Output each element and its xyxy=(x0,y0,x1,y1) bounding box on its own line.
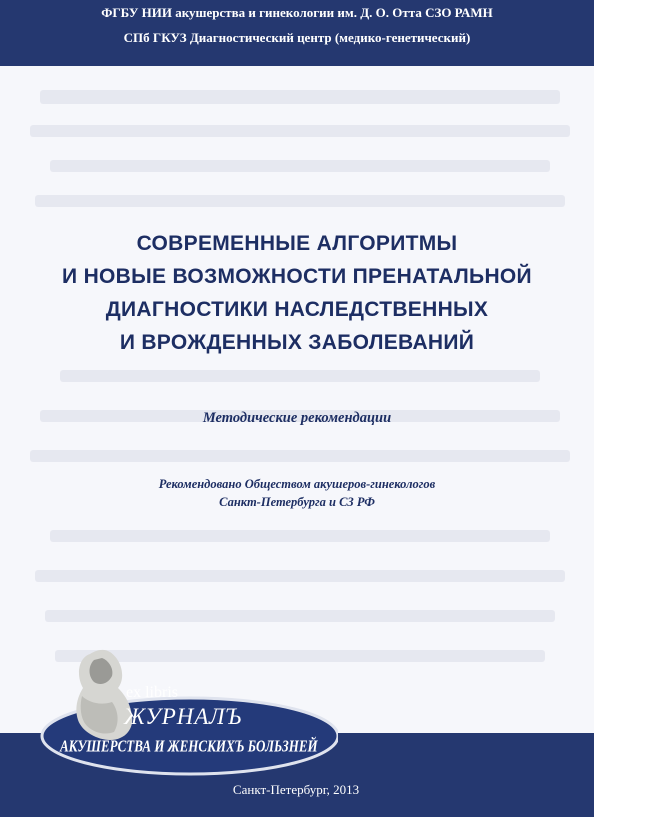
publication-place-year: Санкт-Петербург, 2013 xyxy=(232,782,360,797)
ex-libris-text: ex libris xyxy=(126,684,178,701)
ex-libris-logo xyxy=(38,636,338,776)
header-band xyxy=(0,0,594,66)
journal-name: ЖУРНАЛЪ xyxy=(124,704,243,729)
title-line-2: И НОВЫЕ ВОЗМОЖНОСТИ ПРЕНАТАЛЬНОЙ xyxy=(62,265,532,288)
title-line-4: И ВРОЖДЕННЫХ ЗАБОЛЕВАНИЙ xyxy=(119,331,475,354)
background-text-watermark xyxy=(20,70,590,730)
recommended-line-2: Санкт-Петербурга и СЗ РФ xyxy=(219,495,375,509)
subtitle: Методические рекомендации xyxy=(202,410,392,426)
institution-line-1: ФГБУ НИИ акушерства и гинекологии им. Д. О. Отта СЗО РАМН xyxy=(101,5,493,20)
journal-subtitle: АКУШЕРСТВА И ЖЕНСКИХЪ БОЛЬЗНЕЙ xyxy=(60,736,318,756)
institution-line-2: СПб ГКУЗ Диагностический центр (медико-генетический) xyxy=(123,30,471,45)
title-line-3: ДИАГНОСТИКИ НАСЛЕДСТВЕННЫХ xyxy=(105,298,489,321)
recommended-line-1: Рекомендовано Обществом акушеров-гинекологов xyxy=(158,477,436,491)
title-line-1: СОВРЕМЕННЫЕ АЛГОРИТМЫ xyxy=(136,232,458,255)
